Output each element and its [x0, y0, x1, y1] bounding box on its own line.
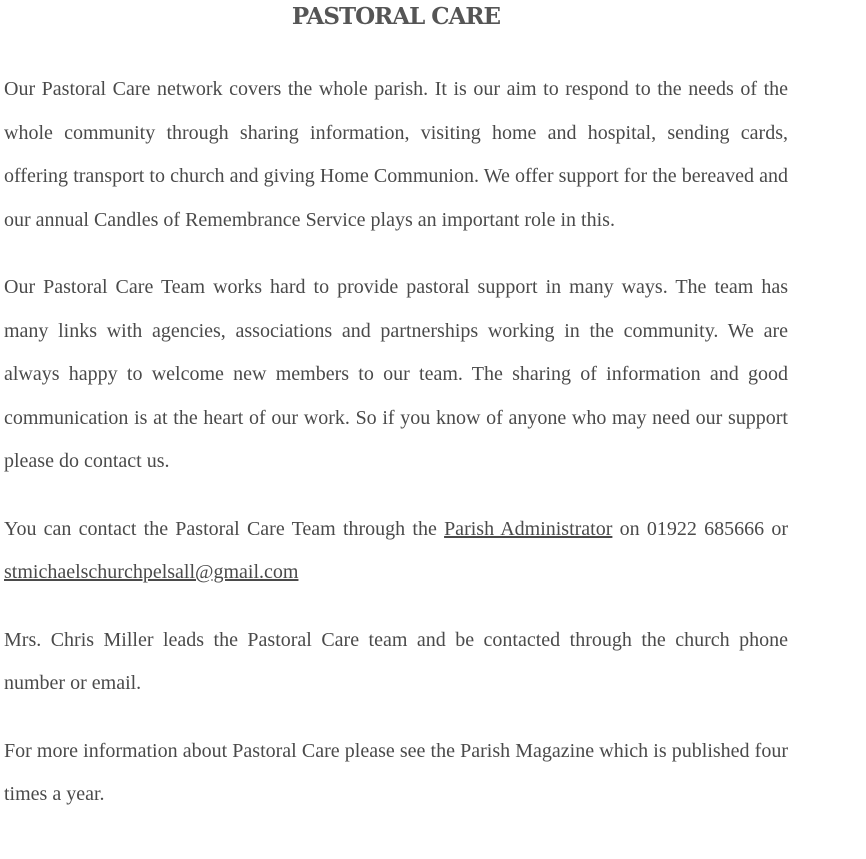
page-title: PASTORAL CARE [291, 3, 501, 30]
paragraph-team: Our Pastoral Care Team works hard to provide pastoral support in many ways. The team has many links with agencies, associations and partnerships working in the community. We are always happy to welcome new members to our team. The sharing of information and good communication is at the heart of our work. So if you know of anyone who may need our support please do contact us. [4, 276, 788, 472]
email-link[interactable]: stmichaelschurchpelsall@gmail.com [4, 561, 299, 583]
paragraph-magazine: For more information about Pastoral Care please see the Parish Magazine which is published four times a year. [4, 739, 788, 805]
paragraph-network: Our Pastoral Care network covers the whole parish. It is our aim to respond to the needs of the whole community through sharing information, visiting home and hospital, sending cards, offering transport to church and giving Home Communion. We offer support for the bereaved and our annual Candles of Remembrance Service plays an important role in this. [4, 78, 788, 231]
contact-text-phone: on 01922 685666 or [612, 517, 788, 540]
contact-text-start: You can contact the Pastoral Care Team through the [4, 517, 445, 540]
parish-administrator-link[interactable]: Parish Administrator [444, 517, 613, 540]
paragraph-leader: Mrs. Chris Miller leads the Pastoral Care team and be contacted through the church phone number or email. [4, 628, 788, 694]
paragraph-contact [4, 508, 788, 595]
